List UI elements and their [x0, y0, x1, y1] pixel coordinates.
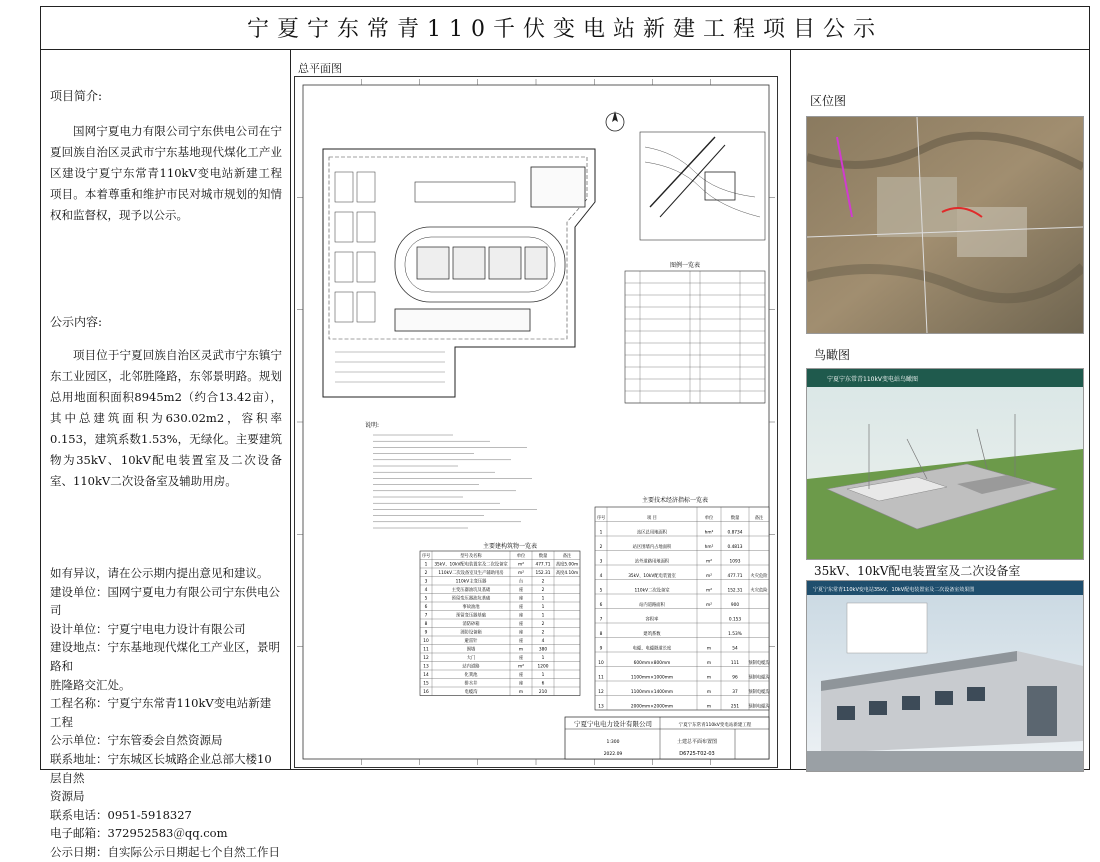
- tech-table-cell: 10: [598, 661, 604, 667]
- tech-table-cell: 预制电缆沟: [748, 704, 770, 710]
- equipment-table-cell: 化粪池: [464, 673, 478, 679]
- equipment-table-cell: 座: [518, 613, 524, 619]
- equipment-table-cell: 14: [423, 673, 429, 679]
- legend-table: [625, 261, 765, 403]
- equipment-table-cell: m²: [518, 562, 524, 568]
- contact-line: 设计单位：宁夏宁电电力设计有限公司: [50, 621, 246, 636]
- equipment-table-cell: 1: [541, 596, 545, 602]
- equipment-table-cell: 6: [424, 605, 428, 611]
- equipment-table-cell: 高度4.10m: [555, 571, 579, 577]
- building-caption: 宁夏宁东常青110kV变电站35kV、10kV配电装置室及二次设备室效果图: [813, 587, 975, 593]
- equipment-table-cell: 座: [518, 681, 524, 687]
- tech-table-cell: 项 目: [647, 516, 657, 522]
- equipment-table-cell: m: [518, 690, 524, 696]
- tech-table-cell: m: [706, 646, 712, 652]
- contact-line: 工程名称：宁夏宁东常青110kV变电站新建工程: [50, 696, 272, 729]
- tech-table-cell: 预制电缆沟: [748, 690, 770, 696]
- equipment-table-cell: 7: [424, 613, 428, 619]
- equipment-table-cell: 围墙: [466, 647, 476, 653]
- equipment-table-cell: 站内道路: [462, 664, 480, 670]
- tech-table-cell: 数量: [730, 516, 740, 522]
- equipment-table-cell: 2: [541, 579, 545, 585]
- tech-table-cell: 54: [732, 646, 738, 652]
- secondary-building: [531, 167, 585, 207]
- title-block-project: 宁夏宁东常青110kV变电站新建工程: [678, 723, 752, 728]
- notes-title: 说明:: [365, 422, 380, 429]
- equipment-table-cell: 数量: [538, 554, 548, 560]
- tech-table-title: 主要技术经济指标一览表: [641, 497, 709, 504]
- tech-table-cell: 1.53%: [728, 632, 742, 638]
- equipment-table-cell: 1200: [537, 664, 549, 670]
- notice-heading: 公示内容:: [50, 315, 103, 329]
- equipment-table-cell: 避雷针: [464, 639, 478, 645]
- tech-table-cell: 13: [598, 704, 604, 710]
- equipment-table-title: 主要建构筑物一览表: [482, 543, 538, 550]
- intro-heading: 项目简介:: [50, 89, 103, 103]
- equipment-table-cell: 座: [518, 588, 524, 594]
- tech-table-cell: 7: [599, 617, 603, 623]
- contact-line: 建设单位：国网宁夏电力有限公司宁东供电公司: [50, 584, 280, 618]
- title-block-scale: 1:300: [606, 740, 620, 745]
- contact-line: 联系电话：0951-5918327: [50, 807, 192, 822]
- building-render-image: [806, 580, 1084, 772]
- equipment-table-cell: 排水井: [464, 681, 478, 687]
- tech-table: [595, 507, 770, 710]
- equipment-table-cell: 152.31: [535, 571, 551, 577]
- equipment-table-cell: m²: [518, 664, 524, 670]
- tech-table-cell: 电缆、电缆隧道长度: [632, 646, 672, 652]
- equipment-table-cell: 事故油池: [462, 605, 480, 611]
- equipment-table-cell: m²: [518, 571, 524, 577]
- tech-table-cell: hm²: [704, 545, 714, 551]
- equipment-table-cell: 2: [541, 630, 545, 636]
- tech-table-cell: m²: [706, 574, 712, 580]
- notice-text: 项目位于宁夏回族自治区灵武市宁东镇宁东工业园区，北邻胜隆路，东邻景明路。规划总用地面积面积8945m2（约合13.42亩），其中总建筑面积为630.02m2，容积率0.153，建筑系数1.53%，无绿化。主要建筑物为35kV、10kV配电装置室及二次设备室、110kV二次设备室及辅助用房。: [50, 348, 282, 488]
- equipment-table-cell: 座: [518, 630, 524, 636]
- tech-table-cell: 11: [598, 675, 604, 681]
- left-column: [50, 86, 282, 862]
- topo-inset: [640, 132, 765, 240]
- equipment-table-cell: 477.71: [535, 562, 551, 568]
- location-satellite-image: [806, 116, 1084, 334]
- equipment-table-cell: 380: [538, 647, 548, 653]
- aerial-render-image: [806, 368, 1084, 560]
- title-block-number: D6725-T02-03: [679, 751, 715, 757]
- tech-table-cell: 6: [599, 603, 603, 609]
- equipment-table-cell: 3: [424, 579, 428, 585]
- equipment-table-cell: 2: [424, 571, 428, 577]
- contact-line: 胜隆路交汇处。: [50, 677, 131, 692]
- tech-table-cell: 35kV、10kV配电装置室: [628, 574, 676, 580]
- north-arrow-icon: [606, 111, 624, 131]
- tech-table-cell: hm²: [704, 530, 714, 536]
- aerial-caption: 宁夏宁东常青110kV变电站鸟瞰图: [827, 376, 919, 383]
- tech-table-cell: 站内道路面积: [639, 603, 665, 609]
- equipment-table-cell: 11: [423, 647, 429, 653]
- building-label: 35kV、10kV配电装置室及二次设备室: [814, 564, 1021, 578]
- page-title: 宁夏宁东常青110千伏变电站新建工程项目公示: [247, 17, 883, 42]
- site-plan-drawing: [294, 76, 778, 768]
- equipment-table-cell: 电缆沟: [464, 690, 478, 696]
- tech-table-cell: 2000mm×2000mm: [630, 704, 674, 710]
- equipment-table-cell: 预留变压器基础: [455, 613, 487, 619]
- tech-table-cell: 900: [730, 603, 740, 609]
- tech-table-cell: 600mm×800mm: [633, 661, 671, 667]
- intro-text: 国网宁夏电力有限公司宁东供电公司在宁夏回族自治区灵武市宁东基地现代煤化工产业区建设宁夏宁东常青110kV变电站新建工程项目。本着尊重和维护市民对城市规划的知情权和监督权，现予以公示。: [50, 124, 282, 222]
- site-plan-label: 总平面图: [298, 62, 342, 75]
- contact-line: 公示单位：宁东管委会自然资源局: [50, 733, 223, 748]
- equipment-table-cell: 1: [541, 656, 545, 662]
- tech-table-cell: 2: [599, 545, 603, 551]
- equipment-table-cell: 35kV、10kV配电装置室及二次设备室: [434, 562, 508, 568]
- equipment-table-cell: 座: [518, 639, 524, 645]
- equipment-table-cell: 110kV二次设备室及生产辅助用房: [438, 571, 504, 577]
- contact-line: 公示日期：自实际公示日期起七个自然工作日: [50, 844, 280, 859]
- contact-line: 资源局: [50, 789, 85, 804]
- tech-table-cell: 备注: [754, 516, 764, 522]
- contact-line: 建设地点：宁东基地现代煤化工产业区，景明路和: [50, 640, 280, 673]
- notes-block: [365, 421, 537, 528]
- contact-line: 如有异议，请在公示期内提出意见和建议。: [50, 566, 269, 580]
- location-label: 区位图: [810, 94, 847, 108]
- equipment-building: [395, 309, 530, 331]
- tech-table-cell: 预制电缆沟: [748, 661, 770, 667]
- divider-left: [290, 50, 291, 770]
- equipment-table-cell: 大门: [466, 656, 476, 662]
- tech-table-cell: 12: [598, 690, 604, 696]
- tech-table-cell: 站区总用地面积: [636, 530, 668, 536]
- equipment-table-cell: 9: [424, 630, 428, 636]
- equipment-table-cell: 1: [541, 605, 545, 611]
- tech-table-cell: 37: [732, 690, 738, 696]
- tech-table-cell: 单位: [704, 516, 714, 522]
- tech-table-cell: 8: [599, 632, 603, 638]
- site-plan-svg: [295, 77, 777, 767]
- contact-line: 电子邮箱：372952583＠qq.com: [50, 826, 228, 841]
- aerial-label: 鸟瞰图: [814, 348, 851, 362]
- tech-table-cell: 111: [730, 661, 740, 667]
- main-transformers: [417, 247, 547, 279]
- tech-table-cell: 1093: [729, 559, 741, 565]
- equipment-table-cell: 8: [424, 622, 428, 628]
- equipment-table-cell: 6: [541, 681, 545, 687]
- equipment-table-cell: 15: [423, 681, 429, 687]
- equipment-table-cell: 消防砂箱: [462, 622, 480, 628]
- equipment-table-cell: 座: [518, 596, 524, 602]
- title-block-date: 2022.09: [603, 752, 623, 757]
- tech-table-cell: 0.153: [728, 617, 742, 623]
- tech-table-cell: 0.4813: [727, 545, 743, 551]
- tech-table-cell: 火灾危险: [750, 574, 768, 580]
- divider-right: [790, 50, 791, 770]
- equipment-table-cell: 主变压器油坑及基础: [451, 588, 491, 594]
- tech-table-cell: m: [706, 675, 712, 681]
- tech-table-cell: 9: [599, 646, 603, 652]
- equipment-table: [420, 551, 580, 696]
- equipment-table-cell: 2: [541, 588, 545, 594]
- equipment-table-cell: 210: [538, 690, 548, 696]
- equipment-table-cell: 1: [541, 613, 545, 619]
- tech-table-cell: 110kV二次设备室: [634, 588, 670, 594]
- tech-table-cell: 3: [599, 559, 603, 565]
- equipment-table-cell: 4: [541, 639, 545, 645]
- tech-table-cell: m: [706, 704, 712, 710]
- tech-table-cell: 1100mm×1400mm: [630, 690, 674, 696]
- title-block: [565, 717, 769, 759]
- tech-table-cell: 容积率: [645, 617, 659, 623]
- tech-table-cell: 站外道路用地面积: [634, 559, 670, 565]
- tech-table-cell: 预制电缆沟: [748, 675, 770, 681]
- tech-table-cell: 5: [599, 588, 603, 594]
- tech-table-cell: m: [706, 661, 712, 667]
- tech-table-cell: 0.8734: [727, 530, 743, 536]
- tech-table-cell: 1: [599, 530, 603, 536]
- equipment-table-cell: 1: [424, 562, 428, 568]
- equipment-table-cell: 4: [424, 588, 428, 594]
- equipment-table-cell: 5: [424, 596, 428, 602]
- equipment-table-cell: 12: [423, 656, 429, 662]
- tech-table-cell: 251: [730, 704, 740, 710]
- equipment-table-cell: 110kV主变压器: [455, 579, 487, 585]
- contact-line: 联系地址：宁东城区长城路企业总部大楼10层自然: [50, 751, 272, 785]
- tech-table-cell: 4: [599, 574, 603, 580]
- tech-table-cell: 序号: [596, 516, 606, 522]
- tech-table-cell: 152.31: [727, 588, 743, 594]
- equipment-table-cell: 2: [541, 622, 545, 628]
- equipment-table-cell: 单位: [516, 554, 526, 560]
- equipment-table-cell: 座: [518, 673, 524, 679]
- contact-block: [50, 564, 282, 862]
- equipment-table-cell: 备注: [562, 554, 572, 560]
- tech-table-cell: 477.71: [727, 574, 743, 580]
- tech-table-cell: 建筑系数: [643, 632, 661, 638]
- equipment-table-cell: 高度5.00m: [555, 562, 579, 568]
- equipment-table-cell: 13: [423, 664, 429, 670]
- equipment-table-cell: 预留变压器油坑基础: [451, 596, 491, 602]
- tech-table-cell: 96: [732, 675, 738, 681]
- tech-table-cell: 1100mm×1000mm: [630, 675, 674, 681]
- equipment-table-cell: 16: [423, 690, 429, 696]
- title-block-drawing: 土建总平面布置图: [676, 739, 718, 745]
- equipment-table-cell: 型号及名称: [460, 554, 482, 560]
- equipment-table-cell: 10: [423, 639, 429, 645]
- tech-table-cell: m²: [706, 588, 712, 594]
- tech-table-cell: 站区围墙内占地面积: [632, 545, 672, 551]
- equipment-table-cell: 座: [518, 605, 524, 611]
- tech-table-cell: m: [706, 690, 712, 696]
- equipment-table-cell: 序号: [421, 554, 431, 560]
- tech-table-cell: 火灾危险: [750, 588, 768, 594]
- title-bar: [40, 6, 1090, 50]
- title-block-company: 宁夏宁电电力设计有限公司: [574, 720, 652, 728]
- equipment-table-cell: m: [518, 647, 524, 653]
- tech-table-cell: m²: [706, 603, 712, 609]
- legend-title: 图例一览表: [669, 262, 701, 269]
- tech-table-cell: m²: [706, 559, 712, 565]
- equipment-table-cell: 消防设备箱: [460, 630, 482, 636]
- equipment-table-cell: 座: [518, 622, 524, 628]
- equipment-table-cell: 座: [518, 656, 524, 662]
- equipment-table-cell: 台: [518, 579, 524, 585]
- equipment-table-cell: 1: [541, 673, 545, 679]
- site-plan-panel: [292, 58, 780, 768]
